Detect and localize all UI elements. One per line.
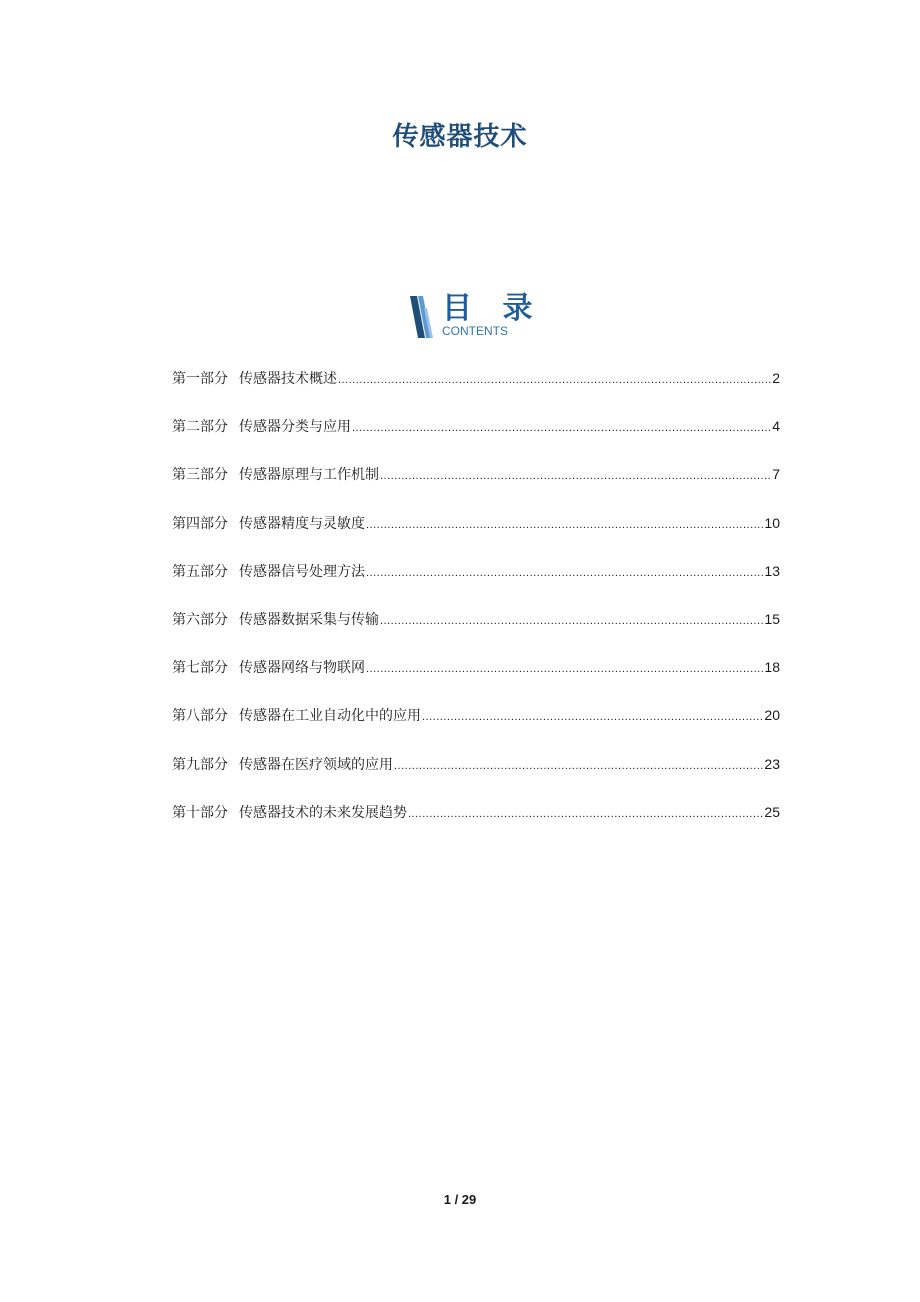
document-title: 传感器技术 <box>392 122 528 152</box>
toc-page-number: 7 <box>772 466 780 483</box>
toc-entry-title: 传感器数据采集与传输 <box>239 611 379 628</box>
toc-dot-leader <box>394 755 763 777</box>
toc-part-label: 第十部分 <box>172 804 228 821</box>
toc-dot-leader <box>366 514 763 536</box>
toc-page-number: 25 <box>764 803 780 820</box>
toc-page-number: 2 <box>772 370 780 386</box>
toc-part-label: 第二部分 <box>172 419 228 436</box>
toc-entry[interactable] <box>172 463 780 511</box>
toc-part-label: 第三部分 <box>172 467 228 484</box>
toc-entry-title: 传感器在医疗领域的应用 <box>239 756 393 773</box>
toc-entry[interactable] <box>172 367 780 415</box>
toc-entry[interactable] <box>172 512 780 560</box>
toc-entry[interactable] <box>172 704 780 752</box>
toc-part-label: 第六部分 <box>172 611 228 628</box>
toc-dot-leader <box>380 610 763 632</box>
toc-entry-title: 传感器技术的未来发展趋势 <box>239 804 407 821</box>
toc-entry[interactable] <box>172 801 780 849</box>
toc-subheading: CONTENTS <box>442 324 508 338</box>
toc-entry-title: 传感器精度与灵敏度 <box>239 515 365 532</box>
toc-entry-title: 传感器信号处理方法 <box>239 563 365 580</box>
toc-entry[interactable] <box>172 415 780 463</box>
page-number-footer: 1 / 29 <box>443 1192 477 1207</box>
toc-part-label: 第四部分 <box>172 515 228 532</box>
toc-part-label: 第七部分 <box>172 660 228 677</box>
toc-dot-leader <box>408 803 763 825</box>
toc-entry[interactable] <box>172 753 780 801</box>
toc-entry-title: 传感器分类与应用 <box>239 419 351 436</box>
toc-page-number: 15 <box>764 610 780 627</box>
toc-entry[interactable] <box>172 560 780 608</box>
toc-heading: 目 录 <box>442 291 543 326</box>
table-of-contents <box>172 367 780 849</box>
toc-page-number: 23 <box>764 755 780 772</box>
toc-dot-leader <box>422 706 763 728</box>
toc-dot-leader <box>366 562 763 584</box>
toc-part-label: 第一部分 <box>172 371 228 387</box>
toc-dot-leader <box>366 658 763 680</box>
toc-entry[interactable] <box>172 656 780 704</box>
toc-dot-leader <box>352 417 771 439</box>
toc-entry-title: 传感器原理与工作机制 <box>239 467 379 484</box>
toc-page-number: 10 <box>764 514 780 531</box>
toc-part-label: 第八部分 <box>172 708 228 725</box>
toc-part-label: 第九部分 <box>172 756 228 773</box>
toc-page-number: 13 <box>764 562 780 579</box>
toc-dot-leader <box>338 369 771 391</box>
toc-entry-title: 传感器网络与物联网 <box>239 660 365 677</box>
toc-page-number: 18 <box>764 659 780 676</box>
toc-page-number: 4 <box>772 418 780 435</box>
toc-page-number: 20 <box>764 707 780 724</box>
toc-header <box>408 291 543 340</box>
toc-entry[interactable] <box>172 608 780 656</box>
toc-entry-title: 传感器技术概述 <box>239 371 337 387</box>
toc-part-label: 第五部分 <box>172 563 228 580</box>
toc-dot-leader <box>380 465 771 487</box>
toc-stripe-icon <box>408 296 434 338</box>
toc-entry-title: 传感器在工业自动化中的应用 <box>239 708 421 725</box>
